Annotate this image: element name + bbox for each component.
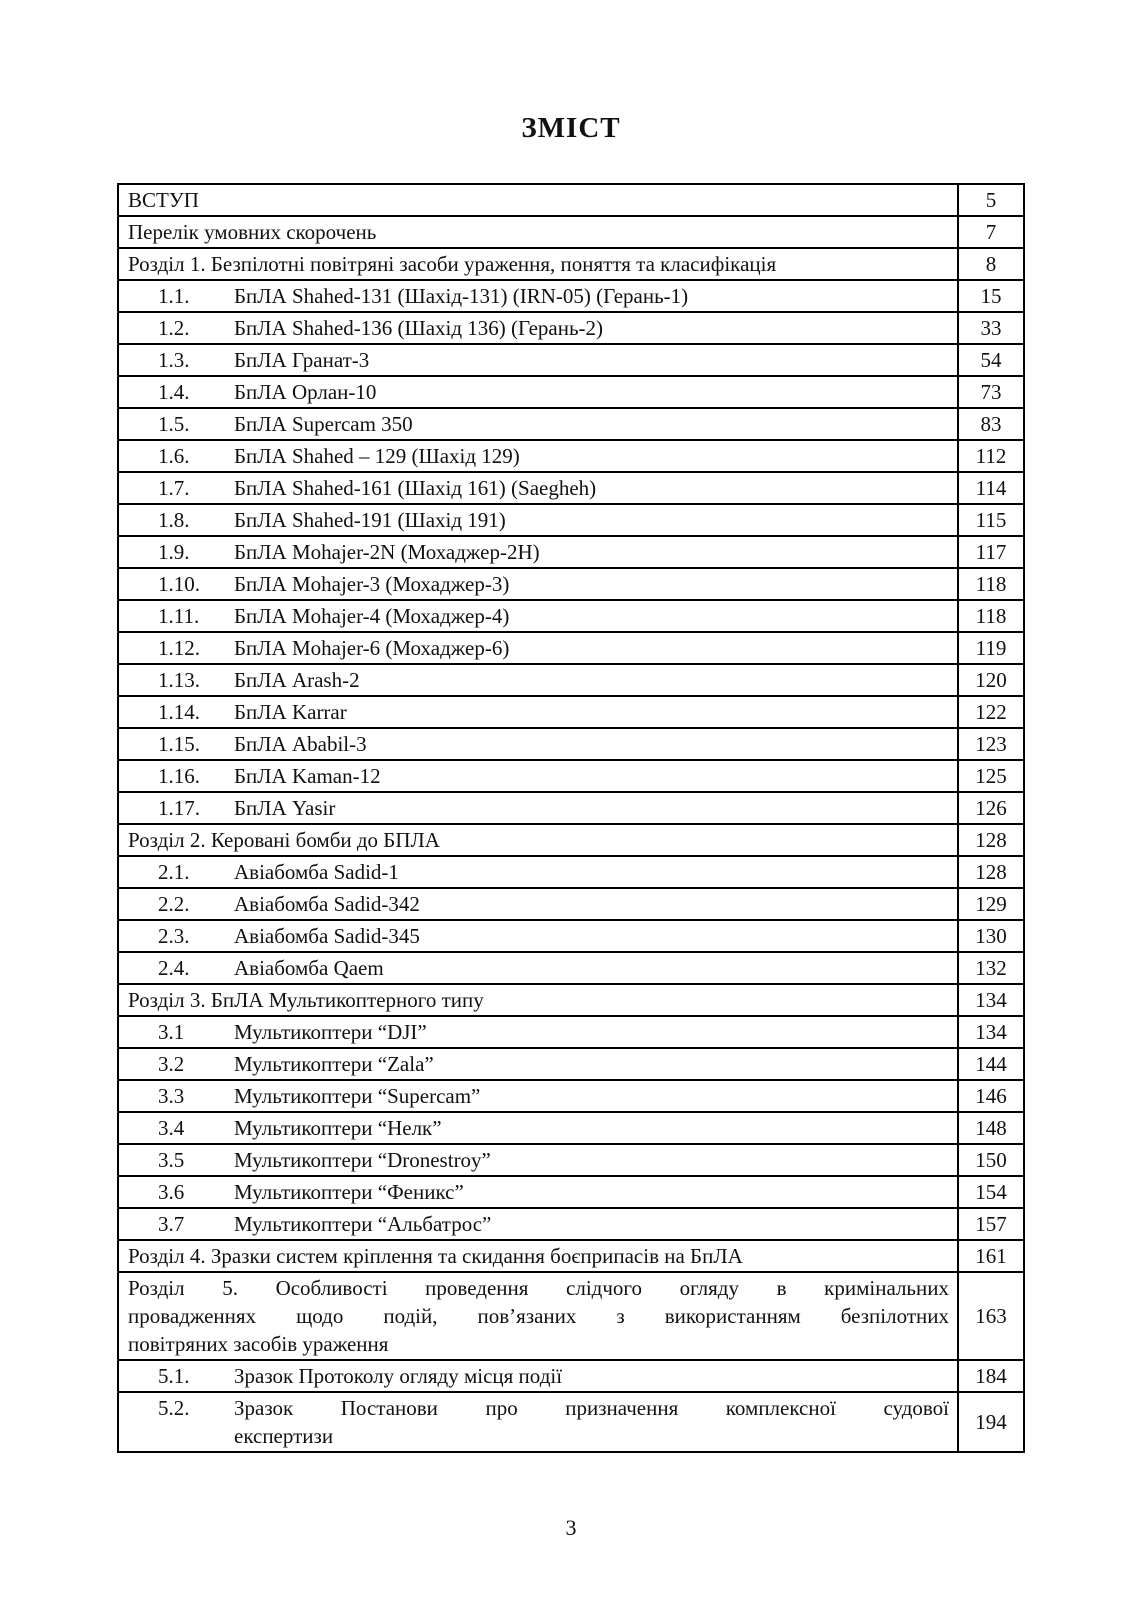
toc-entry-number: 2.4. (158, 956, 190, 980)
toc-entry-number: 3.6 (158, 1180, 185, 1204)
toc-entry-label: Розділ 1. Безпілотні повітряні засоби ураження, поняття та класифікація (128, 252, 777, 276)
toc-row (118, 632, 1024, 664)
toc-entry-label: БпЛА Karrar (234, 700, 347, 724)
toc-entry (118, 632, 958, 664)
toc-entry-label: БпЛА Shahed-131 (Шахід-131) (IRN-05) (Герань-1) (234, 284, 689, 308)
toc-entry-number: 3.1 (158, 1020, 185, 1044)
toc-page-number: 15 (958, 280, 1024, 312)
toc-entry (118, 1208, 958, 1240)
toc-row (118, 824, 1024, 856)
toc-entry (118, 856, 958, 888)
toc-entry-number: 3.5 (158, 1148, 185, 1172)
toc-entry-number: 5.1. (158, 1364, 190, 1388)
toc-entry-label: БпЛА Kaman-12 (234, 764, 381, 788)
toc-row (118, 952, 1024, 984)
toc-entry-label: Перелік умовних скорочень (128, 220, 377, 244)
toc-entry (118, 536, 958, 568)
toc-entry (118, 760, 958, 792)
page-title: ЗМІСТ (521, 112, 621, 144)
toc-entry-label: Мультикоптери “DJI” (234, 1020, 427, 1044)
toc-page-number: 126 (958, 792, 1024, 824)
toc-entry (118, 1392, 958, 1452)
toc-page-number: 128 (958, 856, 1024, 888)
toc-entry (118, 1240, 958, 1272)
toc-entry-label: БпЛА Mohajer-4 (Мохаджер-4) (234, 604, 510, 628)
toc-entry (118, 184, 958, 216)
toc-entry (118, 312, 958, 344)
toc-page-number: 83 (958, 408, 1024, 440)
toc-row (118, 408, 1024, 440)
toc-entry-number: 1.17. (158, 796, 200, 820)
toc-entry-number: 1.9. (158, 540, 190, 564)
toc-entry-label: Розділ 2. Керовані бомби до БПЛА (128, 828, 440, 852)
toc-entry (118, 472, 958, 504)
toc-page-number: 130 (958, 920, 1024, 952)
toc-entry-number: 1.5. (158, 412, 190, 436)
toc-page-number: 184 (958, 1360, 1024, 1392)
toc-entry (118, 344, 958, 376)
toc-entry-label: Розділ 3. БпЛА Мультикоптерного типу (128, 988, 484, 1012)
page-footer-number: 3 (565, 1515, 577, 1540)
toc-entry-label: Мультикоптери “Альбатрос” (234, 1212, 492, 1236)
toc-row (118, 856, 1024, 888)
toc-entry-number: 5.2. (158, 1396, 190, 1420)
toc-page-number: 118 (958, 568, 1024, 600)
toc-page-number: 148 (958, 1112, 1024, 1144)
toc-row (118, 248, 1024, 280)
toc-row (118, 1144, 1024, 1176)
toc-entry-label: БпЛА Yasir (234, 796, 336, 820)
toc-page-number: 154 (958, 1176, 1024, 1208)
toc-row (118, 536, 1024, 568)
toc-entry (118, 568, 958, 600)
toc-entry (118, 248, 958, 280)
toc-row (118, 376, 1024, 408)
toc-page-number: 134 (958, 984, 1024, 1016)
toc-entry-label: Авіабомба Sadid-345 (234, 924, 420, 948)
toc-page-number: 123 (958, 728, 1024, 760)
toc-entry-label: Авіабомба Sadid-1 (234, 860, 399, 884)
toc-page-number: 33 (958, 312, 1024, 344)
toc-entry (118, 1272, 958, 1360)
toc-entry-number: 1.11. (158, 604, 200, 628)
toc-page-number: 157 (958, 1208, 1024, 1240)
toc-page-number: 7 (958, 216, 1024, 248)
toc-entry-label: Мультикоптери “Zala” (234, 1052, 434, 1076)
toc-entry-label: БпЛА Shahed-161 (Шахід 161) (Saegheh) (234, 476, 597, 500)
toc-row (118, 696, 1024, 728)
toc-row (118, 664, 1024, 696)
toc-entry (118, 824, 958, 856)
toc-entry (118, 952, 958, 984)
toc-entry-label: Розділ 4. Зразки систем кріплення та скидання боєприпасів на БпЛА (128, 1244, 743, 1268)
toc-entry-number: 1.16. (158, 764, 200, 788)
toc-row (118, 888, 1024, 920)
toc-entry-number: 3.2 (158, 1052, 185, 1076)
toc-entry-number: 1.14. (158, 700, 200, 724)
toc-entry-label: БпЛА Shahed – 129 (Шахід 129) (234, 444, 520, 468)
toc-entry-number: 1.4. (158, 380, 190, 404)
toc-entry (118, 1048, 958, 1080)
toc-entry-number: 2.2. (158, 892, 190, 916)
toc-entry-label: БпЛА Mohajer-2N (Мохаджер-2Н) (234, 540, 540, 564)
toc-page-number: 117 (958, 536, 1024, 568)
toc-page-number: 132 (958, 952, 1024, 984)
toc-page-number: 5 (958, 184, 1024, 216)
toc-row (118, 760, 1024, 792)
toc-entry-number: 1.8. (158, 508, 190, 532)
toc-row (118, 1048, 1024, 1080)
toc-row (118, 472, 1024, 504)
toc-entry (118, 216, 958, 248)
toc-page-number: 150 (958, 1144, 1024, 1176)
toc-entry-label: Мультикоптери “Dronestroy” (234, 1148, 491, 1172)
toc-entry-label: БпЛА Supercam 350 (234, 412, 413, 436)
toc-row (118, 440, 1024, 472)
toc-entry (118, 792, 958, 824)
toc-page-number: 144 (958, 1048, 1024, 1080)
toc-page-number: 125 (958, 760, 1024, 792)
toc-row (118, 504, 1024, 536)
toc-row (118, 1176, 1024, 1208)
toc-row (118, 1272, 1024, 1360)
toc-row (118, 312, 1024, 344)
toc-entry (118, 984, 958, 1016)
toc-entry-label: Зразок Протоколу огляду місця події (234, 1364, 563, 1388)
toc-row (118, 216, 1024, 248)
toc-table-body (118, 184, 1024, 1452)
toc-entry (118, 664, 958, 696)
toc-page-number: 194 (958, 1392, 1024, 1452)
toc-table (117, 183, 1025, 1453)
toc-entry (118, 504, 958, 536)
toc-entry (118, 728, 958, 760)
toc-entry-number: 2.3. (158, 924, 190, 948)
toc-row (118, 1360, 1024, 1392)
toc-entry (118, 440, 958, 472)
toc-entry-label: БпЛА Mohajer-3 (Мохаджер-3) (234, 572, 510, 596)
toc-entry-label: БпЛА Гранат-3 (234, 348, 370, 372)
toc-page-number: 114 (958, 472, 1024, 504)
toc-row (118, 1016, 1024, 1048)
toc-page-number: 118 (958, 600, 1024, 632)
toc-row (118, 792, 1024, 824)
toc-entry-number: 3.3 (158, 1084, 185, 1108)
toc-row (118, 568, 1024, 600)
toc-entry (118, 1112, 958, 1144)
toc-page-number: 119 (958, 632, 1024, 664)
toc-entry (118, 888, 958, 920)
toc-page-number: 8 (958, 248, 1024, 280)
toc-entry (118, 408, 958, 440)
toc-page-number: 115 (958, 504, 1024, 536)
toc-page-number: 146 (958, 1080, 1024, 1112)
toc-row (118, 1112, 1024, 1144)
toc-row (118, 984, 1024, 1016)
toc-row (118, 280, 1024, 312)
toc-page-number: 73 (958, 376, 1024, 408)
toc-entry-number: 3.4 (158, 1116, 185, 1140)
toc-entry-number: 1.1. (158, 284, 190, 308)
toc-entry-number: 1.10. (158, 572, 200, 596)
toc-row (118, 920, 1024, 952)
toc-page-number: 161 (958, 1240, 1024, 1272)
toc-entry-number: 1.12. (158, 636, 200, 660)
toc-entry-number: 1.3. (158, 348, 190, 372)
toc-row (118, 728, 1024, 760)
toc-entry-label: Авіабомба Sadid-342 (234, 892, 420, 916)
toc-entry-label: БпЛА Mohajer-6 (Мохаджер-6) (234, 636, 510, 660)
toc-row (118, 184, 1024, 216)
toc-page-number: 134 (958, 1016, 1024, 1048)
toc-entry-label: БпЛА Ababil-3 (234, 732, 367, 756)
toc-entry-number: 1.6. (158, 444, 190, 468)
toc-entry (118, 1360, 958, 1392)
toc-entry-number: 1.2. (158, 316, 190, 340)
toc-entry (118, 280, 958, 312)
toc-entry-number: 1.15. (158, 732, 200, 756)
toc-entry (118, 696, 958, 728)
toc-entry-label: Зразок Постанови про призначення комплексної судової експертизи (234, 1396, 949, 1448)
toc-entry-label: БпЛА Shahed-191 (Шахід 191) (234, 508, 506, 532)
toc-page-number: 120 (958, 664, 1024, 696)
toc-entry-label: БпЛА Орлан-10 (234, 380, 377, 404)
toc-entry-label: Авіабомба Qaem (234, 956, 384, 980)
toc-entry (118, 1144, 958, 1176)
toc-entry-number: 2.1. (158, 860, 190, 884)
toc-entry-label: Розділ 5. Особливості проведення слідчого огляду в кримінальних провадженнях щодо подій, пов’язаних з використанням безпілотних повітряних засобів ураження (128, 1276, 949, 1356)
toc-entry-label: Мультикоптери “Феникс” (234, 1180, 464, 1204)
toc-entry (118, 1016, 958, 1048)
toc-row (118, 1240, 1024, 1272)
toc-row (118, 1080, 1024, 1112)
toc-row (118, 600, 1024, 632)
toc-row (118, 344, 1024, 376)
toc-page-number: 163 (958, 1272, 1024, 1360)
toc-entry (118, 600, 958, 632)
toc-page-number: 54 (958, 344, 1024, 376)
toc-entry (118, 376, 958, 408)
toc-entry-label: БпЛА Arash-2 (234, 668, 360, 692)
toc-entry-number: 3.7 (158, 1212, 185, 1236)
toc-row (118, 1392, 1024, 1452)
toc-entry (118, 920, 958, 952)
toc-row (118, 1208, 1024, 1240)
toc-page-number: 129 (958, 888, 1024, 920)
toc-entry-label: Мультикоптери “Нелк” (234, 1116, 442, 1140)
toc-page-number: 112 (958, 440, 1024, 472)
toc-entry (118, 1080, 958, 1112)
toc-entry-number: 1.13. (158, 668, 200, 692)
toc-entry-label: ВСТУП (128, 188, 199, 212)
toc-entry-label: Мультикоптери “Supercam” (234, 1084, 481, 1108)
toc-page-number: 122 (958, 696, 1024, 728)
toc-entry (118, 1176, 958, 1208)
toc-page-number: 128 (958, 824, 1024, 856)
toc-entry-label: БпЛА Shahed-136 (Шахід 136) (Герань-2) (234, 316, 604, 340)
toc-entry-number: 1.7. (158, 476, 190, 500)
